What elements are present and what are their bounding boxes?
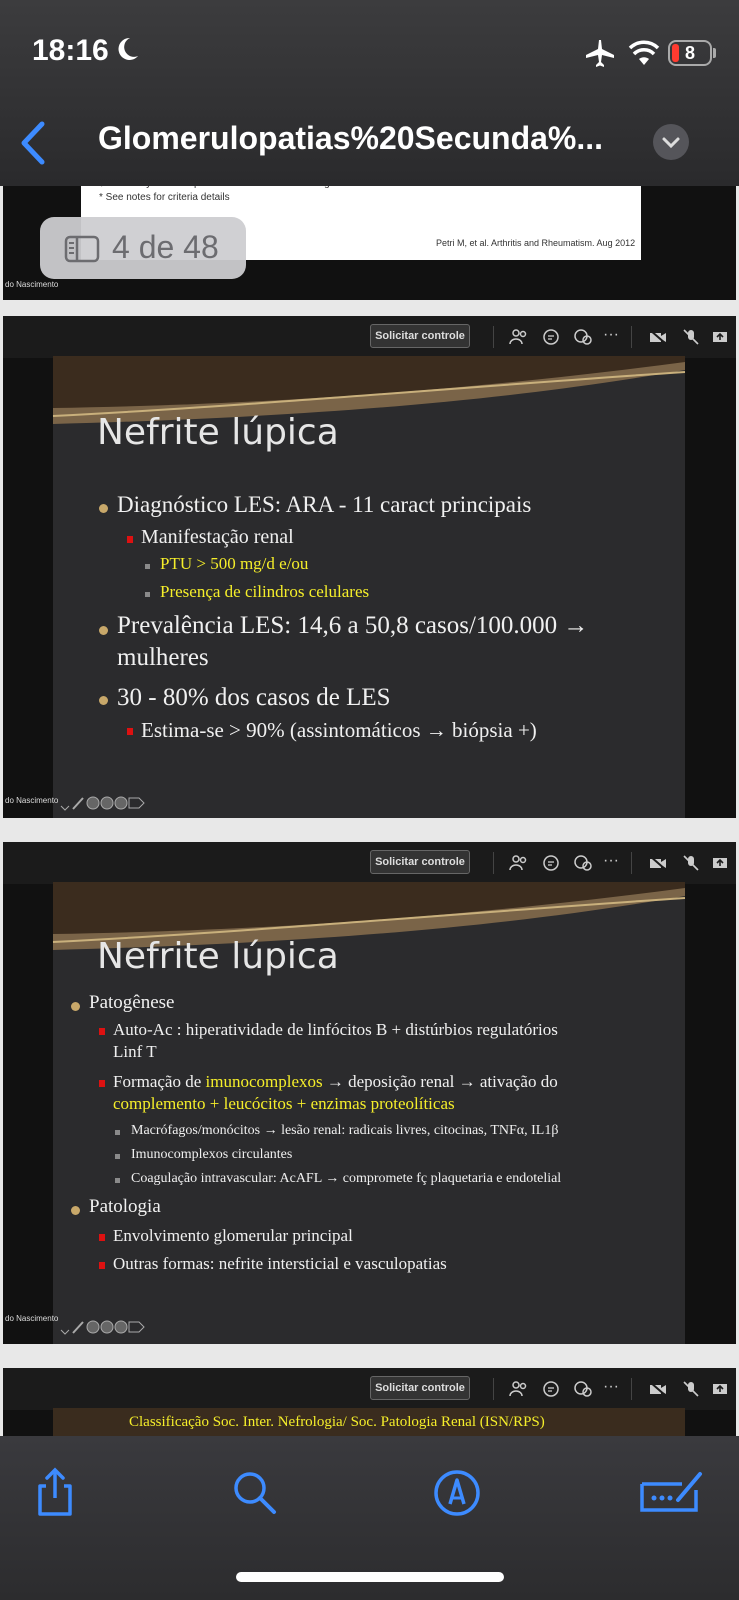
participants-icon[interactable] — [509, 1380, 529, 1398]
reactions-icon[interactable] — [573, 328, 593, 346]
slides-view[interactable] — [0, 186, 739, 1436]
chevron-down-icon — [653, 124, 689, 160]
request-control-button[interactable]: Solicitar controle — [370, 850, 470, 874]
bullet-casos: 30 - 80% dos casos de LES — [117, 684, 391, 711]
chat-icon[interactable] — [541, 1380, 561, 1398]
bullet-auto-ac-cont: Linf T — [113, 1042, 157, 1061]
home-indicator — [236, 1572, 504, 1582]
presenter-name: do Nascimento — [5, 1314, 59, 1323]
bullet-imunocomplexos: Imunocomplexos circulantes — [131, 1147, 293, 1162]
back-chevron-icon[interactable] — [14, 118, 54, 168]
bullet-estima: Estima-se > 90% (assintomáticos → biópsia +) — [141, 718, 537, 742]
bullet-diagnostico: Diagnóstico LES: ARA - 11 caract principais — [117, 492, 532, 517]
slide-title: Nefrite lúpica — [97, 936, 339, 977]
slide-nefrite-1 — [53, 356, 685, 818]
bullet-auto-ac: Auto-Ac : hiperatividade de linfócitos B + distúrbios regulatórios — [113, 1020, 558, 1039]
slide-heading: Classificação Soc. Inter. Nefrologia/ Soc. Patologia Renal (ISN/RPS) — [129, 1414, 545, 1430]
slide-nefrite-2 — [53, 882, 685, 1344]
formacao-rest: → deposição renal → ativação do — [322, 1072, 558, 1091]
slide-frame-2 — [3, 842, 736, 1344]
battery-level: 8 — [684, 43, 695, 63]
top-bar — [0, 0, 739, 186]
moon-icon — [116, 36, 140, 62]
bullet-ptu: PTU > 500 mg/d e/ou — [160, 554, 309, 573]
bullet-cilindros: Presença de cilindros celulares — [160, 582, 370, 601]
bullet-formacao-cont: complemento + leucócitos + enzimas proteolíticas — [113, 1094, 455, 1113]
more-options-icon[interactable]: ··· — [603, 1378, 619, 1395]
meeting-toolbar — [3, 1368, 736, 1410]
presenter-name: do Nascimento — [5, 796, 59, 805]
chat-icon[interactable] — [541, 328, 561, 346]
mic-off-icon[interactable] — [681, 1380, 701, 1398]
annotation-controls[interactable] — [59, 1318, 149, 1336]
slide-frame-3 — [3, 1368, 736, 1436]
share-icon[interactable] — [28, 1466, 82, 1520]
search-icon[interactable] — [228, 1466, 282, 1520]
bullet-patogenese: Patogênese — [89, 992, 175, 1013]
mic-off-icon[interactable] — [681, 328, 701, 346]
page-indicator[interactable] — [40, 217, 246, 279]
page-count: 4 de 48 — [112, 229, 219, 265]
airplane-icon — [584, 38, 616, 68]
more-options-icon[interactable]: ··· — [603, 326, 619, 343]
formacao-text: Formação de — [113, 1072, 206, 1091]
more-options-icon[interactable]: ··· — [603, 852, 619, 869]
bullet-envolvimento: Envolvimento glomerular principal — [113, 1226, 353, 1245]
slide-frame-1 — [3, 316, 736, 818]
participants-icon[interactable] — [509, 854, 529, 872]
bullet-patologia: Patologia — [89, 1196, 161, 1217]
presenter-name: do Nascimento — [5, 280, 59, 289]
mic-off-icon[interactable] — [681, 854, 701, 872]
request-control-button[interactable]: Solicitar controle — [370, 1376, 470, 1400]
bullet-outras-formas: Outras formas: nefrite intersticial e vasculopatias — [113, 1254, 447, 1273]
share-screen-icon[interactable] — [711, 328, 731, 346]
annotation-controls[interactable] — [59, 794, 149, 812]
camera-off-icon[interactable] — [648, 1380, 668, 1398]
slide-classificacao — [53, 1408, 685, 1436]
wifi-icon — [628, 38, 660, 68]
bullet-manifestacao: Manifestação renal — [141, 526, 294, 548]
battery-indicator — [668, 40, 712, 66]
edit-form-icon[interactable] — [638, 1466, 704, 1520]
bullet-prevalencia-cont: mulheres — [117, 644, 209, 671]
share-screen-icon[interactable] — [711, 854, 731, 872]
chat-icon[interactable] — [541, 854, 561, 872]
request-control-button[interactable]: Solicitar controle — [370, 324, 470, 348]
participants-icon[interactable] — [509, 328, 529, 346]
meeting-toolbar — [3, 842, 736, 884]
camera-off-icon[interactable] — [648, 854, 668, 872]
footnote-notes: * See notes for criteria details — [99, 192, 230, 203]
document-title[interactable]: Glomerulopatias%20Secunda%... — [98, 120, 604, 156]
markup-pen-icon[interactable] — [430, 1466, 484, 1520]
bullet-macrofagos: Macrófagos/monócitos → lesão renal: radicais livres, citocinas, TNFα, IL1β — [131, 1123, 559, 1138]
citation: Petri M, et al. Arthritis and Rheumatism. Aug 2012 — [436, 238, 636, 248]
reactions-icon[interactable] — [573, 854, 593, 872]
camera-off-icon[interactable] — [648, 328, 668, 346]
sidebar-icon — [64, 235, 100, 263]
reactions-icon[interactable] — [573, 1380, 593, 1398]
bullet-formacao — [113, 1072, 558, 1092]
bullet-prevalencia: Prevalência LES: 14,6 a 50,8 casos/100.000 → — [117, 612, 589, 639]
formacao-highlight: imunocomplexos — [205, 1072, 323, 1091]
status-time: 18:16 — [32, 34, 109, 67]
title-menu-button[interactable] — [653, 124, 689, 160]
slide-title: Nefrite lúpica — [97, 412, 339, 453]
share-screen-icon[interactable] — [711, 1380, 731, 1398]
meeting-toolbar — [3, 316, 736, 358]
bullet-coagulacao: Coagulação intravascular: AcAFL → compromete fç plaquetaria e endotelial — [131, 1171, 562, 1186]
